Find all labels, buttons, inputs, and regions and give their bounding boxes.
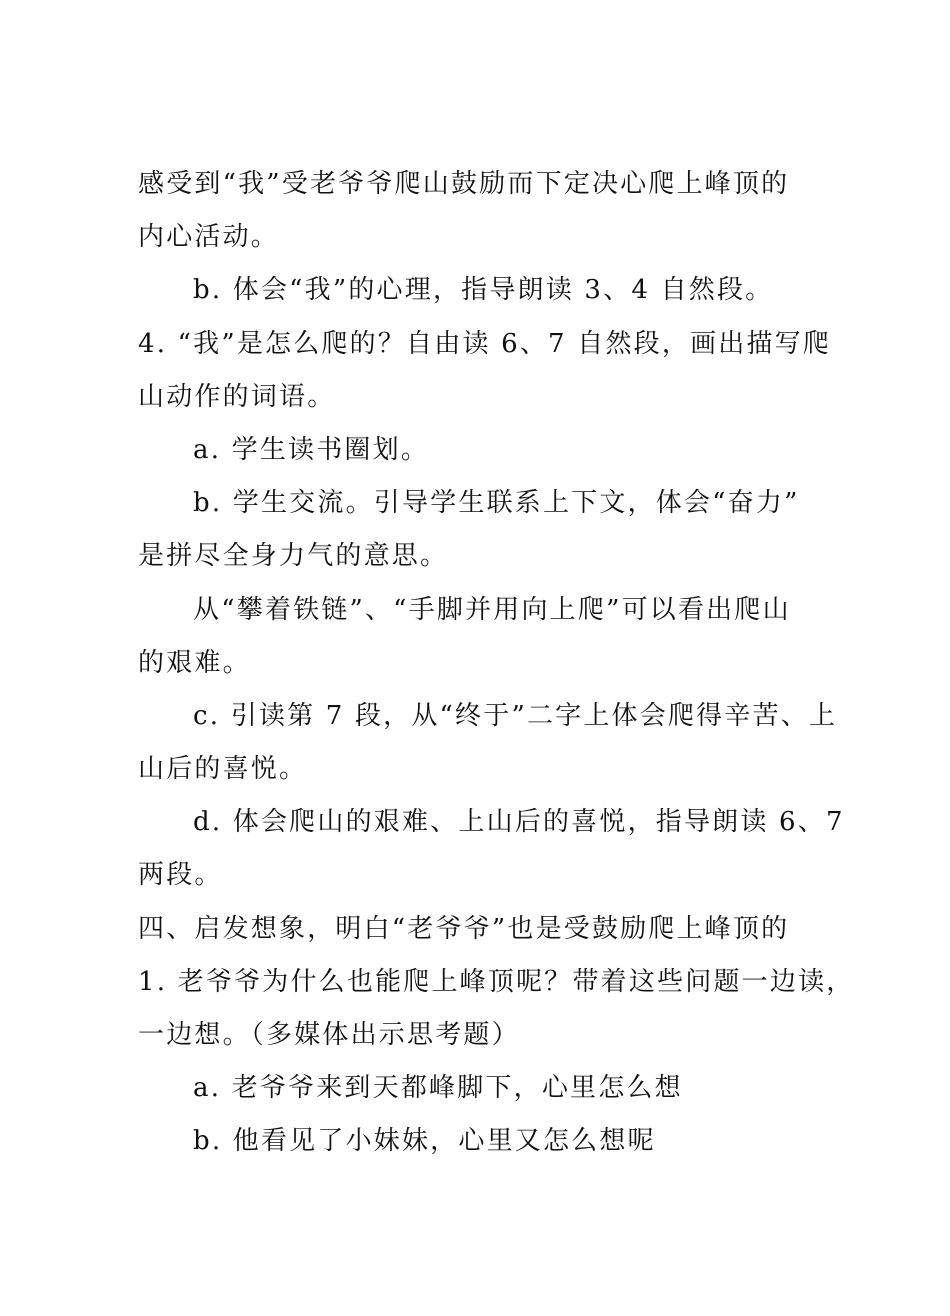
text-line: 内心活动。	[138, 222, 280, 253]
text-line: 两段。	[138, 860, 223, 891]
text-line: 山后的喜悦。	[138, 754, 308, 785]
text-line: 4. “我”是怎么爬的？自由读 6、7 自然段，画出描写爬	[138, 328, 832, 359]
text-line: 1. 老爷爷为什么也能爬上峰顶呢？带着这些问题一边读，	[138, 966, 855, 997]
text-line: 一边想。（多媒体出示思考题）	[138, 1020, 520, 1050]
text-line: 的艰难。	[138, 647, 251, 678]
document-body	[138, 158, 855, 1169]
text-line: b. 他看见了小妹妹，心里又怎么想呢	[193, 1126, 656, 1157]
text-line: c. 引读第 7 段，从“终于”二字上体会爬得辛苦、上	[193, 700, 838, 731]
text-line: b. 体会“我”的心理，指导朗读 3、4 自然段。	[193, 275, 774, 306]
text-line: 从“攀着铁链”、“手脚并用向上爬”可以看出爬山	[193, 594, 791, 625]
text-line: 是拼尽全身力气的意思。	[138, 541, 449, 572]
text-line: a. 学生读书圈划。	[193, 434, 430, 465]
text-line: 感受到“我”受老爷爷爬山鼓励而下定决心爬上峰顶的	[138, 169, 790, 199]
text-line: 山动作的词语。	[138, 381, 336, 412]
text-line: b. 学生交流。引导学生联系上下文，体会“奋力”	[193, 488, 800, 519]
section-heading: 四、启发想象，明白“老爷爷”也是受鼓励爬上峰顶的	[138, 913, 790, 944]
text-line: d. 体会爬山的艰难、上山后的喜悦，指导朗读 6、7	[193, 807, 845, 838]
text-line: a. 老爷爷来到天都峰脚下，心里怎么想	[193, 1073, 683, 1104]
